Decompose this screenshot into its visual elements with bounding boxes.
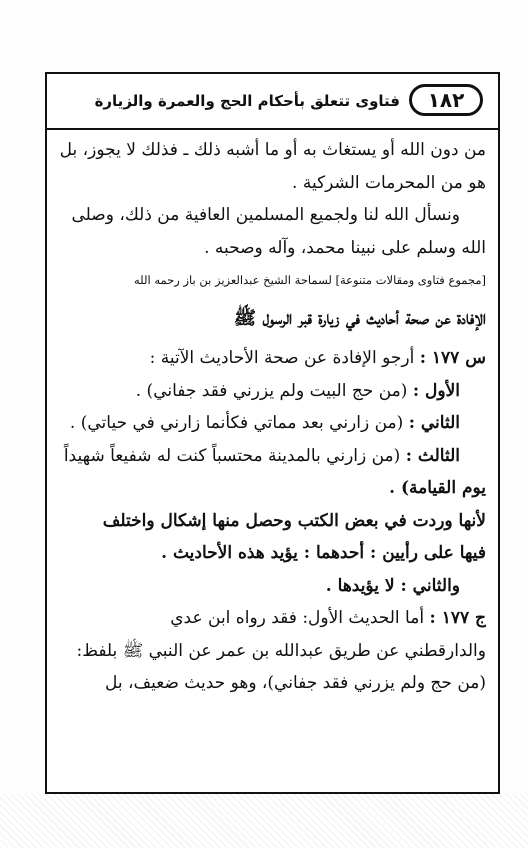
answer-label: ج ١٧٧ : <box>429 608 486 628</box>
question-line <box>59 342 486 375</box>
question-label: س ١٧٧ : <box>419 348 486 368</box>
hadith-label: الثالث : <box>405 445 460 466</box>
answer-line <box>59 602 486 635</box>
hadith-line <box>59 407 486 440</box>
hadith-line: يوم القيامة) . <box>389 478 486 498</box>
hadith-text: (من حج البيت ولم يزرني فقد جفاني) . <box>135 380 408 401</box>
paragraph-line: والثاني : لا يؤيدها . <box>325 575 460 596</box>
source-citation: [مجموع فتاوى ومقالات متنوعة] لسماحة الشيخ عبدالعزيز بن باز رحمه الله <box>134 273 486 287</box>
hadith-label: الثاني : <box>408 413 460 433</box>
page-frame <box>45 72 500 794</box>
hadith-line <box>59 440 486 473</box>
hadith-line <box>59 375 486 408</box>
running-title: فتاوى تتعلق بأحكام الحج والعمرة والزيارة <box>94 92 400 110</box>
hadith-label: الأول : <box>412 380 460 401</box>
page-body <box>59 134 486 700</box>
paragraph-line: ونسأل الله لنا ولجميع المسلمين العافية من ذلك، وصلى <box>71 205 460 225</box>
answer-text: أما الحديث الأول: فقد رواه ابن عدي <box>170 608 425 628</box>
page-number: ١٨٢ <box>409 84 483 116</box>
paragraph-line: من دون الله أو يستغاث به أو ما أشبه ذلك ـ فذلك لا يجوز، بل <box>59 140 486 160</box>
paragraph-line: والدارقطني عن طريق عبدالله بن عمر عن النبي ﷺ بلفظ: <box>76 640 486 661</box>
hadith-text: (من زارني بالمدينة محتسباً كنت له شفيعاً شهيداً <box>63 445 401 466</box>
paragraph-line: لأنها وردت في بعض الكتب وحصل منها إشكال واختلف <box>102 510 486 531</box>
page-header <box>47 74 498 130</box>
question-text: أرجو الإفادة عن صحة الأحاديث الآتية : <box>149 348 415 368</box>
paragraph-line: هو من المحرمات الشركية . <box>292 172 486 193</box>
paragraph-line: (من حج ولم يزرني فقد جفاني)، وهو حديث ضعيف، بل <box>105 673 486 693</box>
paragraph-line: فيها على رأيين : أحدهما : يؤيد هذه الأحاديث . <box>161 543 486 563</box>
scan-background <box>0 794 528 848</box>
section-heading: الإفادة عن صحة أحاديث في زيارة قبر الرسول ﷺ <box>233 308 486 329</box>
hadith-text: (من زارني بعد مماتي فكأنما زارني في حياتي) . <box>69 413 404 433</box>
paragraph-line: الله وسلم على نبينا محمد، وآله وصحبه . <box>204 237 486 258</box>
